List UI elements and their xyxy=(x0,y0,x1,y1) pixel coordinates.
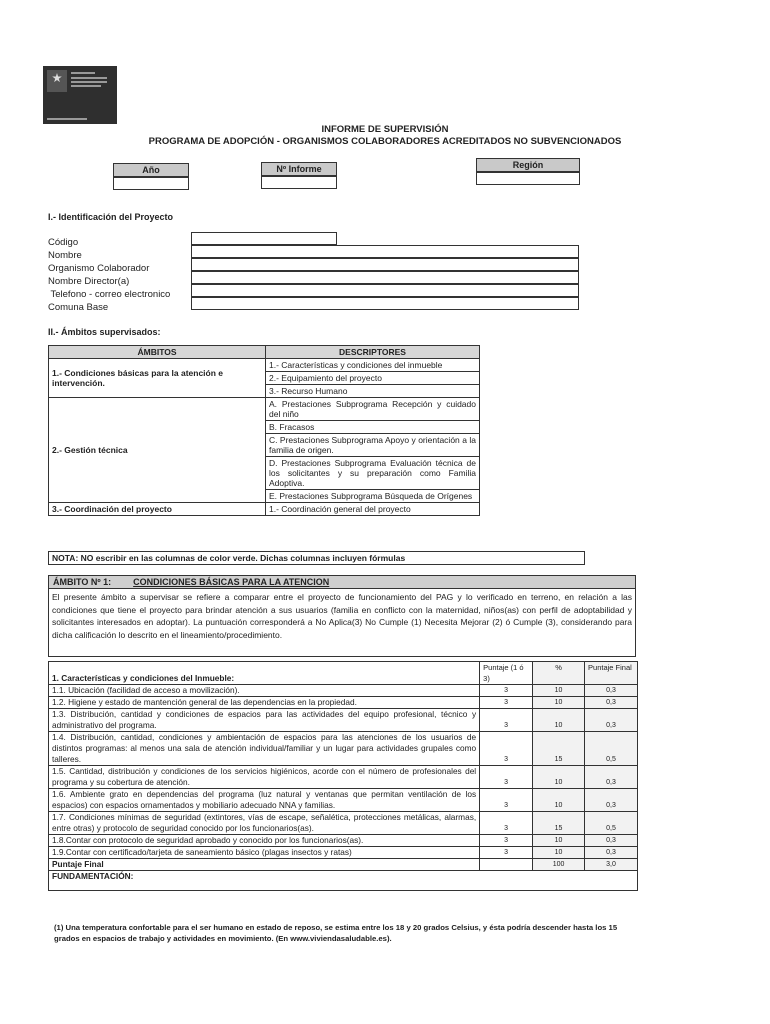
row-pct: 10 xyxy=(533,685,585,697)
section-2-title: II.- Ámbitos supervisados: xyxy=(48,327,161,337)
section-1-title: I.- Identificación del Proyecto xyxy=(48,212,174,222)
nombre-field[interactable] xyxy=(191,245,579,258)
row-pct: 15 xyxy=(533,732,585,766)
field-label-director: Nombre Director(a) xyxy=(48,276,130,287)
descriptor-cell: B. Fracasos xyxy=(266,421,480,434)
total-pct: 100 xyxy=(533,859,585,871)
evaluation-heading: 1. Características y condiciones del Inmueble: xyxy=(49,662,480,685)
col-percent: % xyxy=(533,662,585,685)
descriptor-cell: E. Prestaciones Subprograma Búsqueda de Orígenes xyxy=(266,490,480,503)
codigo-field[interactable] xyxy=(191,232,337,245)
field-label-telefono: Telefono - correo electronico xyxy=(48,289,171,300)
field-label-organismo: Organismo Colaborador xyxy=(48,263,150,274)
table-row xyxy=(49,847,638,859)
row-score[interactable]: 3 xyxy=(480,766,533,789)
field-label-codigo: Código xyxy=(48,237,79,248)
col-descriptores: DESCRIPTORES xyxy=(266,346,480,359)
footnote: (1) Una temperatura confortable para el ser humano en estado de reposo, se estima entre los 18 y 20 grados Celsius, y ésta podría descender hasta los 15 grados en espacios de trabajo y actividades en movimiento. (En www.viviendasaludable.es). xyxy=(54,923,618,943)
total-score xyxy=(480,859,533,871)
field-label-comuna: Comuna Base xyxy=(48,302,109,313)
report-number-label: Nº Informe xyxy=(261,162,337,176)
row-final: 0,3 xyxy=(585,847,638,859)
ambito-1-cell: 1.- Condiciones básicas para la atención e intervención. xyxy=(49,359,266,398)
row-score[interactable]: 3 xyxy=(480,789,533,812)
row-score[interactable]: 3 xyxy=(480,847,533,859)
evaluation-table xyxy=(48,661,638,891)
descriptor-cell: C. Prestaciones Subprograma Apoyo y orientación a la familia de origen. xyxy=(266,434,480,457)
report-subtitle: PROGRAMA DE ADOPCIÓN - ORGANISMOS COLABORADORES ACREDITADOS NO SUBVENCIONADOS xyxy=(148,136,622,147)
field-label-nombre: Nombre xyxy=(48,250,82,261)
ambito-1-header xyxy=(49,576,635,589)
table-row xyxy=(49,732,638,766)
table-row xyxy=(49,685,638,697)
row-pct: 10 xyxy=(533,789,585,812)
ambito-1-description: El presente ámbito a supervisar se refiere a comparar entre el proyecto de funcionamiento del PAG y lo verificado en terreno, en relación a las condiciones que tiene el proyecto para brindar atención a sus usuarios (familia en conflicto con la maternidad, niños(as) con perfil de adoptabilidad y solicitantes interesados en adoptar). La puntuación corresponderá a No Aplica(3) No Cumple (1) Necesita Mejorar (2) ó Cumple (3), considerando para dicha calificación lo descrito en el lineamiento/procedimiento. xyxy=(52,592,632,640)
row-final: 0,3 xyxy=(585,709,638,732)
ambito-3-cell: 3.- Coordinación del proyecto xyxy=(49,503,266,516)
row-text: 1.6. Ambiente grato en dependencias del programa (luz natural y ventanas que permitan ventilación de los espacios) con espacios ornamentados y mobiliario adecuado NNA y familias. xyxy=(49,789,480,812)
row-score[interactable]: 3 xyxy=(480,709,533,732)
descriptor-cell: D. Prestaciones Subprograma Evaluación técnica de los solicitantes y su preparación como Familia Adoptiva. xyxy=(266,457,480,490)
government-logo xyxy=(43,66,117,124)
row-final: 0,3 xyxy=(585,766,638,789)
descriptor-cell: 3.- Recurso Humano xyxy=(266,385,480,398)
table-row xyxy=(49,835,638,847)
table-row xyxy=(49,812,638,835)
row-pct: 10 xyxy=(533,835,585,847)
ambito-1-label: ÁMBITO Nº 1: xyxy=(53,577,112,587)
table-row xyxy=(49,789,638,812)
descriptor-cell: 1.- Características y condiciones del inmueble xyxy=(266,359,480,372)
row-score[interactable]: 3 xyxy=(480,812,533,835)
region-field[interactable] xyxy=(476,172,580,185)
row-score[interactable]: 3 xyxy=(480,732,533,766)
descriptor-cell: A. Prestaciones Subprograma Recepción y cuidado del niño xyxy=(266,398,480,421)
row-pct: 10 xyxy=(533,697,585,709)
ambitos-table xyxy=(48,345,480,516)
nota-warning: NOTA: NO escribir en las columnas de color verde. Dichas columnas incluyen fórmulas xyxy=(48,551,585,565)
row-text: 1.8.Contar con protocolo de seguridad aprobado y conocido por los funcionarios(as). xyxy=(49,835,480,847)
row-pct: 10 xyxy=(533,766,585,789)
row-pct: 15 xyxy=(533,812,585,835)
row-text: 1.3. Distribución, cantidad y condiciones de espacios para las actividades del equipo profesional, técnico y administrativo del programa. xyxy=(49,709,480,732)
ambito-1-title: CONDICIONES BÁSICAS PARA LA ATENCION xyxy=(133,577,330,587)
flag-icon xyxy=(47,70,67,92)
telefono-field[interactable] xyxy=(191,284,579,297)
row-final: 0,3 xyxy=(585,685,638,697)
row-text: 1.1. Ubicación (facilidad de acceso a movilización). xyxy=(49,685,480,697)
total-label: Puntaje Final xyxy=(49,859,480,871)
row-score[interactable]: 3 xyxy=(480,697,533,709)
row-score[interactable]: 3 xyxy=(480,835,533,847)
fundamentacion-field[interactable]: FUNDAMENTACIÓN: xyxy=(49,871,638,891)
table-row xyxy=(49,766,638,789)
report-number-field[interactable] xyxy=(261,176,337,189)
director-field[interactable] xyxy=(191,271,579,284)
table-row xyxy=(49,709,638,732)
row-final: 0,5 xyxy=(585,812,638,835)
row-text: 1.7. Condiciones mínimas de seguridad (extintores, vías de escape, señalética, protecciones metálicas, alarmas, entre otras) y protocolo de seguridad conocido por los funcionarios(as). xyxy=(49,812,480,835)
table-row xyxy=(49,697,638,709)
row-final: 0,3 xyxy=(585,789,638,812)
col-puntaje: Puntaje (1 ó 3) xyxy=(480,662,533,685)
total-row xyxy=(49,859,638,871)
row-text: 1.5. Cantidad, distribución y condiciones de los servicios higiénicos, acorde con el número de profesionales del programa y su cobertura de atención. xyxy=(49,766,480,789)
row-score[interactable]: 3 xyxy=(480,685,533,697)
report-title: INFORME DE SUPERVISIÓN xyxy=(321,124,449,135)
ambito-2-cell: 2.- Gestión técnica xyxy=(49,398,266,503)
col-final: Puntaje Final xyxy=(585,662,638,685)
row-text: 1.9.Contar con certificado/tarjeta de saneamiento básico (plagas insectos y ratas) xyxy=(49,847,480,859)
row-pct: 10 xyxy=(533,709,585,732)
year-field[interactable] xyxy=(113,177,189,190)
year-label: Año xyxy=(113,163,189,177)
comuna-field[interactable] xyxy=(191,297,579,310)
region-label: Región xyxy=(476,158,580,172)
row-final: 0,3 xyxy=(585,835,638,847)
col-ambitos: ÁMBITOS xyxy=(49,346,266,359)
total-final: 3,0 xyxy=(585,859,638,871)
ambito-1-block xyxy=(48,575,636,657)
descriptor-cell: 2.- Equipamiento del proyecto xyxy=(266,372,480,385)
row-final: 0,5 xyxy=(585,732,638,766)
row-pct: 10 xyxy=(533,847,585,859)
row-text: 1.4. Distribución, cantidad, condiciones y ambientación de espacios para las atenciones de los usuarios de distintos programas: al menos una sala de atención individual/familiar y un lugar para actividades grupales como talleres. xyxy=(49,732,480,766)
descriptor-cell: 1.- Coordinación general del proyecto xyxy=(266,503,480,516)
row-final: 0,3 xyxy=(585,697,638,709)
row-text: 1.2. Higiene y estado de mantención general de las dependencias en la propiedad. xyxy=(49,697,480,709)
organismo-field[interactable] xyxy=(191,258,579,271)
